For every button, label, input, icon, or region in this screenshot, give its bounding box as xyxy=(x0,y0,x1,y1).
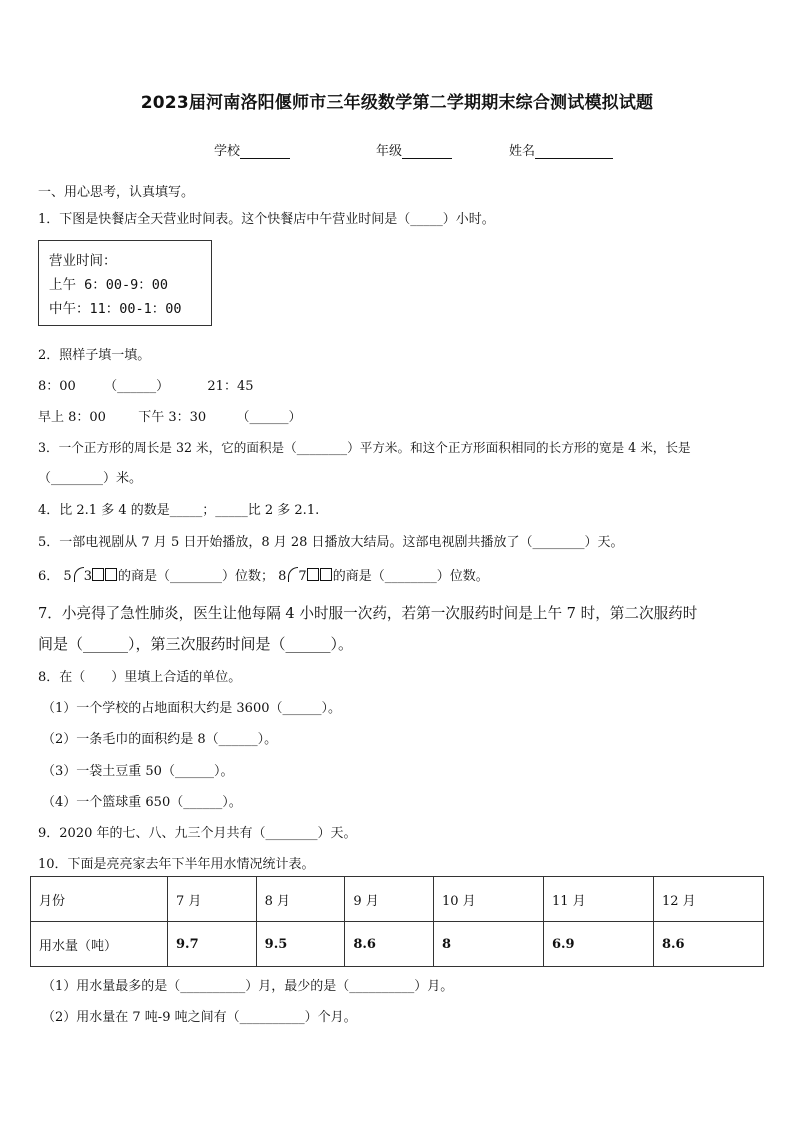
division-1-digit: 3 xyxy=(83,569,92,584)
table-cell: 8.6 xyxy=(653,922,763,967)
table-header-cell: 11 月 xyxy=(543,877,653,922)
table-header-cell: 10 月 xyxy=(433,877,543,922)
table-cell: 6.9 xyxy=(543,922,653,967)
water-usage-table xyxy=(30,876,764,967)
question-7-line-2: 间是（______），第三次服药时间是（______）。 xyxy=(38,635,354,653)
question-4: 4．比 2.1 多 4 的数是_____；_____比 2 多 2.1. xyxy=(38,503,320,518)
table-cell: 用水量（吨） xyxy=(31,922,168,967)
table-cell: 9.5 xyxy=(256,922,345,967)
q6-part-1: 的商是（________）位数； xyxy=(117,569,274,584)
division-1-divisor: 5 xyxy=(63,569,72,584)
question-1: 1．下图是快餐店全天营业时间表。这个快餐店中午营业时间是（_____）小时。 xyxy=(38,212,495,227)
table-header-cell: 7 月 xyxy=(168,877,257,922)
grade-blank[interactable] xyxy=(402,144,452,159)
q2-row-2 xyxy=(38,406,301,425)
hours-noon: 中午：11：00-1：00 xyxy=(49,301,182,317)
grade-field xyxy=(376,140,452,159)
q6-part-2: 的商是（________）位数。 xyxy=(332,569,489,584)
q8-item-1: （1）一个学校的占地面积大约是 3600（______）。 xyxy=(42,701,341,716)
table-header-row xyxy=(31,877,764,922)
q10-sub-2: （2）用水量在 7 吨-9 吨之间有（__________）个月。 xyxy=(42,1010,357,1025)
question-9: 9．2020 年的七、八、九三个月共有（________）天。 xyxy=(38,826,357,841)
table-cell: 8 xyxy=(433,922,543,967)
business-hours-box xyxy=(38,240,212,326)
table-header-cell: 12 月 xyxy=(653,877,763,922)
section-heading: 一、用心思考，认真填写。 xyxy=(38,185,195,200)
q2-row1-c: 21：45 xyxy=(207,379,254,394)
school-label: 学校 xyxy=(214,144,241,159)
table-header-cell: 8 月 xyxy=(256,877,345,922)
name-label: 姓名 xyxy=(509,144,536,159)
table-header-cell: 月份 xyxy=(31,877,168,922)
question-3-line-1: 3．一个正方形的周长是 32 米，它的面积是（________）平方米。和这个正方形面积相同的长方形的宽是 4 米，长是 xyxy=(38,440,691,455)
q8-item-3: （3）一袋土豆重 50（______）。 xyxy=(42,764,234,779)
table-cell: 8.6 xyxy=(345,922,434,967)
question-6 xyxy=(38,565,489,584)
division-1-icon xyxy=(63,567,118,584)
question-3-line-2: （________）米。 xyxy=(38,471,143,486)
division-2-digit: 7 xyxy=(298,569,307,584)
hours-title: 营业时间： xyxy=(49,253,117,269)
q2-row2-a: 早上 8：00 xyxy=(38,410,106,425)
q10-sub-1: （1）用水量最多的是（__________）月，最少的是（__________）月。 xyxy=(42,979,454,994)
question-7-line-1: 7．小亮得了急性肺炎，医生让他每隔 4 小时服一次药，若第一次服药时间是上午 7 时，第二次服药时 xyxy=(38,605,698,622)
division-2-icon xyxy=(278,567,333,584)
q2-row2-b: 下午 3：30 xyxy=(138,410,207,425)
q2-row1-a: 8：00 xyxy=(38,379,76,394)
grade-label: 年级 xyxy=(376,144,403,159)
question-8: 8．在（ ）里填上合适的单位。 xyxy=(38,670,242,685)
question-5: 5．一部电视剧从 7 月 5 日开始播放，8 月 28 日播放大结局。这部电视剧共播放了（________）天。 xyxy=(38,535,624,550)
q2-row1-b: （______） xyxy=(104,379,170,394)
name-blank[interactable] xyxy=(535,144,613,159)
name-field xyxy=(509,140,613,159)
school-field xyxy=(214,140,290,159)
question-10: 10．下面是亮亮家去年下半年用水情况统计表。 xyxy=(38,857,315,872)
school-blank[interactable] xyxy=(240,144,290,159)
page-title: 2023届河南洛阳偃师市三年级数学第二学期期末综合测试模拟试题 xyxy=(140,93,654,113)
q8-item-4: （4）一个篮球重 650（______）。 xyxy=(42,795,242,810)
q6-number: 6． xyxy=(38,569,60,584)
hours-morning: 上午 6：00-9：00 xyxy=(49,277,169,293)
table-cell: 9.7 xyxy=(168,922,257,967)
division-2-divisor: 8 xyxy=(278,569,287,584)
question-2: 2．照样子填一填。 xyxy=(38,348,151,363)
q2-row-1 xyxy=(38,375,254,394)
table-row xyxy=(31,922,764,967)
q2-row2-c: （______） xyxy=(236,410,302,425)
table-header-cell: 9 月 xyxy=(345,877,434,922)
q8-item-2: （2）一条毛巾的面积约是 8（______）。 xyxy=(42,732,278,747)
